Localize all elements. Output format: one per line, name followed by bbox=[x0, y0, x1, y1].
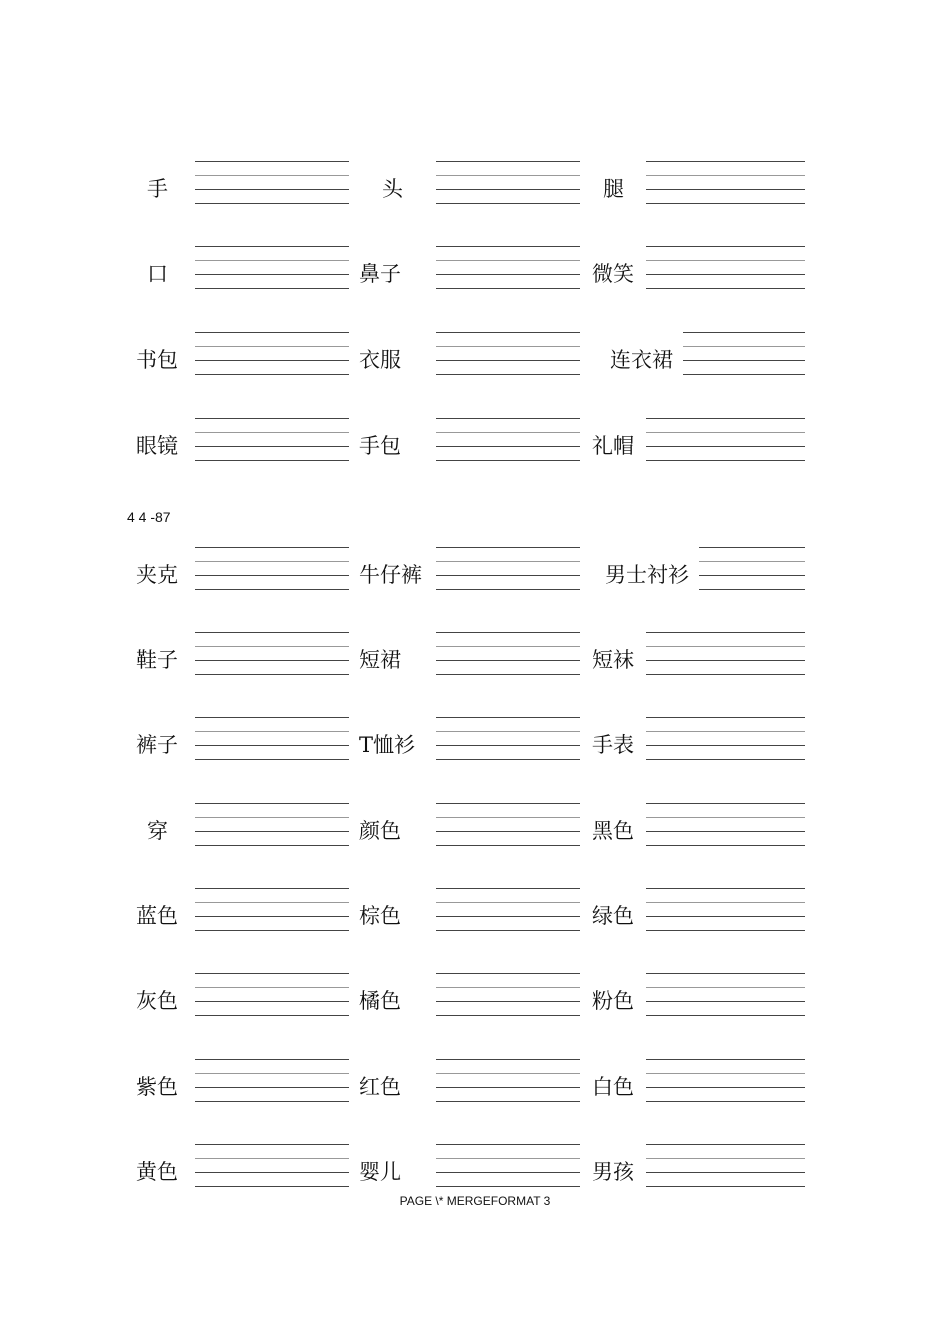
writing-lines[interactable] bbox=[195, 418, 349, 461]
vocab-word: 短袜 bbox=[592, 648, 634, 672]
writing-lines[interactable] bbox=[436, 973, 580, 1016]
vocab-word: 棕色 bbox=[359, 904, 401, 928]
writing-lines[interactable] bbox=[436, 1059, 580, 1102]
writing-lines[interactable] bbox=[646, 717, 805, 760]
page-footer: PAGE \* MERGEFORMAT 3 bbox=[399, 1194, 551, 1208]
writing-lines[interactable] bbox=[699, 547, 805, 590]
writing-lines[interactable] bbox=[195, 632, 349, 675]
vocab-word: 书包 bbox=[136, 348, 178, 372]
writing-lines[interactable] bbox=[646, 246, 805, 289]
writing-lines[interactable] bbox=[436, 418, 580, 461]
vocab-word: 紫色 bbox=[136, 1075, 178, 1099]
vocab-word: 牛仔裤 bbox=[359, 563, 422, 587]
writing-lines[interactable] bbox=[646, 973, 805, 1016]
writing-lines[interactable] bbox=[646, 418, 805, 461]
vocab-word: 男士衬衫 bbox=[605, 563, 689, 587]
writing-lines[interactable] bbox=[195, 1144, 349, 1187]
vocab-word: 婴儿 bbox=[359, 1160, 401, 1184]
writing-lines[interactable] bbox=[646, 1144, 805, 1187]
writing-lines[interactable] bbox=[195, 547, 349, 590]
writing-lines[interactable] bbox=[195, 332, 349, 375]
vocab-word: 短裙 bbox=[359, 648, 401, 672]
vocab-word: 粉色 bbox=[592, 989, 634, 1013]
writing-lines[interactable] bbox=[195, 246, 349, 289]
vocab-word: 穿 bbox=[147, 819, 168, 843]
vocab-word: 灰色 bbox=[136, 989, 178, 1013]
writing-lines[interactable] bbox=[436, 632, 580, 675]
vocab-word: 头 bbox=[382, 177, 403, 201]
writing-lines[interactable] bbox=[436, 332, 580, 375]
writing-lines[interactable] bbox=[646, 888, 805, 931]
vocab-word: 微笑 bbox=[592, 262, 634, 286]
vocab-word: 夹克 bbox=[136, 563, 178, 587]
vocab-word: 裤子 bbox=[136, 733, 178, 757]
vocab-word: 红色 bbox=[359, 1075, 401, 1099]
vocab-word: 白色 bbox=[592, 1075, 634, 1099]
vocab-word: 颜色 bbox=[359, 819, 401, 843]
writing-lines[interactable] bbox=[195, 888, 349, 931]
writing-lines[interactable] bbox=[436, 547, 580, 590]
vocab-word: 黑色 bbox=[592, 819, 634, 843]
vocab-word: 黄色 bbox=[136, 1160, 178, 1184]
writing-lines[interactable] bbox=[195, 161, 349, 204]
vocab-word: 手包 bbox=[359, 434, 401, 458]
section-label: 4 4 -87 bbox=[127, 509, 171, 525]
vocab-word: 橘色 bbox=[359, 989, 401, 1013]
writing-lines[interactable] bbox=[646, 632, 805, 675]
vocab-word: 衣服 bbox=[359, 348, 401, 372]
writing-lines[interactable] bbox=[195, 1059, 349, 1102]
writing-lines[interactable] bbox=[646, 161, 805, 204]
writing-lines[interactable] bbox=[436, 246, 580, 289]
vocab-word: 蓝色 bbox=[136, 904, 178, 928]
vocab-word: 手 bbox=[147, 177, 168, 201]
vocab-word: 绿色 bbox=[592, 904, 634, 928]
writing-lines[interactable] bbox=[646, 1059, 805, 1102]
vocab-word: 手表 bbox=[592, 733, 634, 757]
writing-lines[interactable] bbox=[195, 973, 349, 1016]
vocab-word: 眼镜 bbox=[136, 434, 178, 458]
writing-lines[interactable] bbox=[195, 717, 349, 760]
vocab-word: 男孩 bbox=[592, 1160, 634, 1184]
vocab-word: 腿 bbox=[603, 177, 624, 201]
vocab-word: 连衣裙 bbox=[610, 348, 673, 372]
writing-lines[interactable] bbox=[436, 803, 580, 846]
writing-lines[interactable] bbox=[646, 803, 805, 846]
writing-lines[interactable] bbox=[436, 717, 580, 760]
vocab-word: 口 bbox=[147, 262, 168, 286]
vocab-word: 鼻子 bbox=[359, 262, 401, 286]
vocab-word: T恤衫 bbox=[359, 733, 416, 757]
vocab-word: 礼帽 bbox=[592, 434, 634, 458]
writing-lines[interactable] bbox=[195, 803, 349, 846]
writing-lines[interactable] bbox=[683, 332, 805, 375]
writing-lines[interactable] bbox=[436, 161, 580, 204]
writing-lines[interactable] bbox=[436, 888, 580, 931]
vocab-word: 鞋子 bbox=[136, 648, 178, 672]
writing-lines[interactable] bbox=[436, 1144, 580, 1187]
